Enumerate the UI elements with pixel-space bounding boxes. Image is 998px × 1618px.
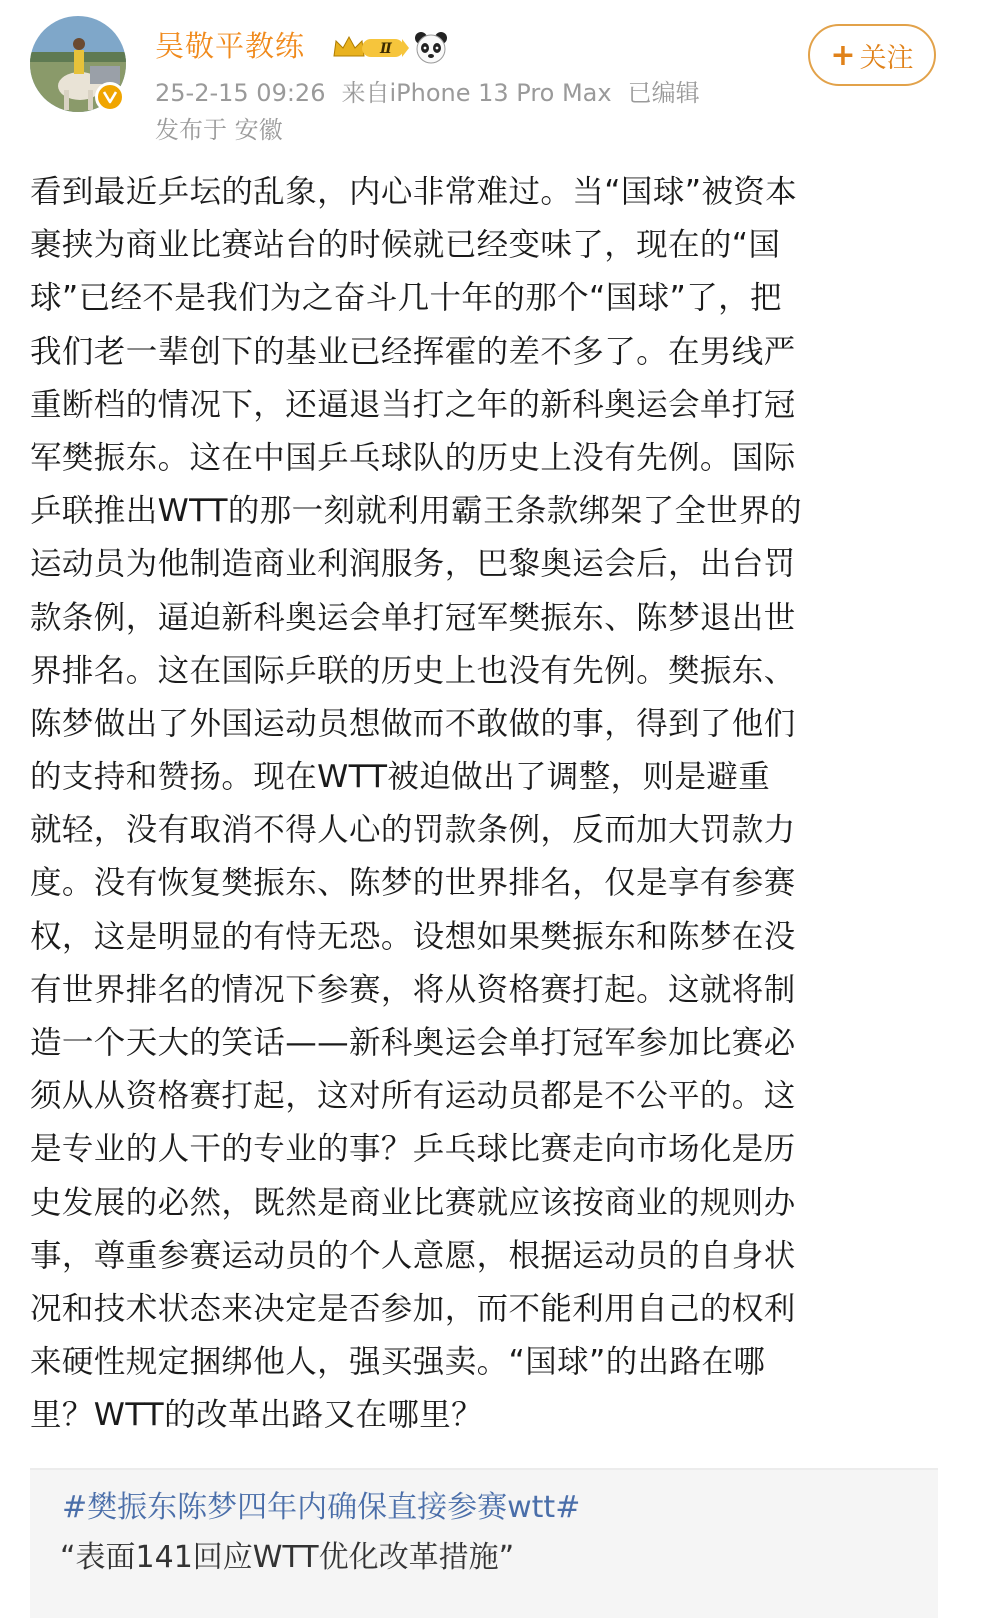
- level-badge-text: Ⅱ: [380, 41, 392, 57]
- repost-quote: “表面141回应WTT优化改革措施”: [60, 1540, 515, 1575]
- post-text-line: 就轻，没有取消不得人心的罚款条例，反而加大罚款力: [30, 812, 796, 849]
- post-text-line: 况和技术状态来决定是否参加，而不能利用自己的权利: [30, 1290, 796, 1327]
- crown-level-badge-icon: [332, 32, 410, 62]
- post-text-line: 造一个天大的笑话——新科奥运会单打冠军参加比赛必: [30, 1025, 796, 1061]
- post-text-line: 须从从资格赛打起，这对所有运动员都是不公平的。这: [30, 1078, 796, 1115]
- panda-icon: [414, 30, 448, 64]
- post-text-line: 权，这是明显的有恃无恐。设想如果樊振东和陈梦在没: [30, 918, 796, 955]
- post-text-line: 乒联推出WTT的那一刻就利用霸王条款绑架了全世界的: [30, 493, 803, 530]
- post-text-line: 界排名。这在国际乒联的历史上也没有先例。樊振东、: [30, 652, 796, 689]
- verified-badge-icon: [95, 82, 125, 112]
- post-text-line: 事，尊重参赛运动员的个人意愿，根据运动员的自身状: [30, 1237, 796, 1274]
- post-text: [30, 166, 948, 1443]
- post-text-line: 度。没有恢复樊振东、陈梦的世界排名，仅是享有参赛: [30, 865, 796, 902]
- post-text-line: 我们老一辈创下的基业已经挥霍的差不多了。在男线严: [30, 333, 796, 370]
- post-text-line: 史发展的必然，既然是商业比赛就应该按商业的规则办: [30, 1184, 796, 1221]
- plus-icon: +: [830, 37, 856, 73]
- post-text-line: 陈梦做出了外国运动员想做而不敢做的事，得到了他们: [30, 705, 796, 742]
- post-text-line: 军樊振东。这在中国乒乓球队的历史上没有先例。国际: [30, 439, 796, 476]
- repost-card[interactable]: [30, 1470, 938, 1618]
- username[interactable]: 吴敬平教练: [155, 29, 306, 63]
- post-text-line: 的支持和赞扬。现在WTT被迫做出了调整，则是避重: [30, 759, 771, 796]
- post-text-line: 是专业的人干的专业的事？乒乓球比赛走向市场化是历: [30, 1131, 796, 1168]
- post-text-line: 裹挟为商业比赛站台的时候就已经变味了，现在的“国: [30, 227, 781, 264]
- follow-button[interactable]: [808, 24, 936, 86]
- post-text-line: 来硬性规定捆绑他人，强买强卖。“国球”的出路在哪: [30, 1344, 766, 1381]
- post-location: 发布于 安徽: [155, 116, 283, 144]
- post-timestamp: 25-2-15 09:26: [155, 79, 326, 107]
- post-text-line: 里？WTT的改革出路又在哪里？: [30, 1397, 484, 1434]
- edited-label[interactable]: 已编辑: [627, 79, 700, 107]
- post-text-line: 运动员为他制造商业利润服务，巴黎奥运会后，出台罚: [30, 546, 796, 583]
- post-meta: [155, 76, 700, 110]
- post-header: [0, 0, 998, 160]
- post-text-line: 看到最近乒坛的乱象，内心非常难过。当“国球”被资本: [30, 174, 798, 210]
- post-text-line: 款条例，逼迫新科奥运会单打冠军樊振东、陈梦退出世: [30, 599, 796, 636]
- post-text-line: 球”已经不是我们为之奋斗几十年的那个“国球”了，把: [30, 280, 782, 317]
- post-source: 来自iPhone 13 Pro Max: [341, 79, 612, 107]
- hashtag-link[interactable]: #樊振东陈梦四年内确保直接参赛wtt#: [62, 1490, 581, 1525]
- post-text-line: 有世界排名的情况下参赛，将从资格赛打起。这就将制: [30, 971, 796, 1008]
- follow-button-label: 关注: [859, 42, 914, 74]
- post-text-line: 重断档的情况下，还逼退当打之年的新科奥运会单打冠: [30, 386, 796, 423]
